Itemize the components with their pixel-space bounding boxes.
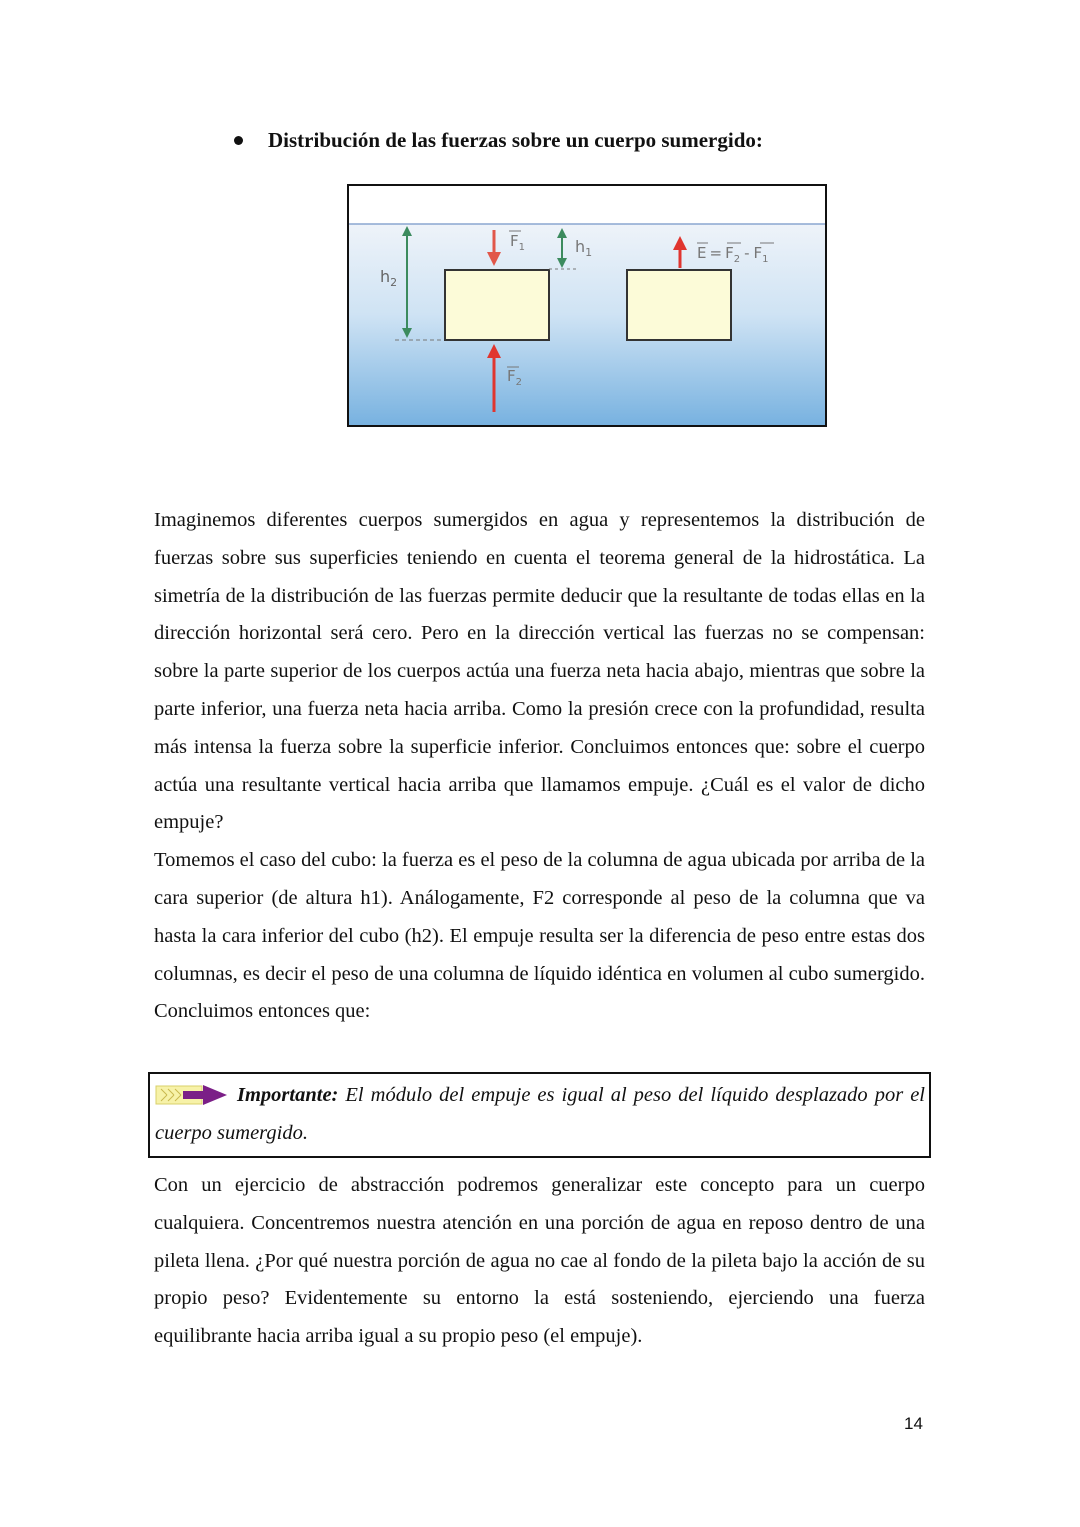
f2-label: $F_2$: [507, 367, 523, 388]
submerged-box-right: [627, 270, 731, 340]
callout-colon: :: [331, 1084, 339, 1106]
paragraph-generalization: Con un ejercicio de abstracción podremos generalizar este concepto para un cuerpo cualquiera. Concentremos nuestra atención en una porción de agua en reposo dentro de una pileta llena. ¿Por qué nuestra porción de agua no cae al fondo de la pileta bajo la acción de su propio peso? Evidentemente su entorno la está sosteniendo, ejerciendo una fuerza equilibrante hacia arriba igual a su propio peso (el empuje).: [154, 1174, 925, 1348]
callout-label: Importante: [237, 1084, 332, 1106]
h2-label: $h_2$: [380, 267, 398, 289]
paragraph-2-text: Tomemos el caso del cubo: la fuerza es el peso de la columna de agua ubicada por arriba de la cara superior (de altura h1). Análogamente, F2 corresponde al peso de la columna que va hasta la cara inferior del cubo (h2). El empuje resulta ser la diferencia de peso entre estas dos columnas, es decir el peso de una columna de líquido idéntica en volumen al cubo sumergido. Concluimos entonces que:: [154, 849, 925, 1023]
h1-label: $h_1$: [575, 237, 593, 259]
f1-label: $F_1$: [510, 232, 526, 253]
section-heading-text: Distribución de las fuerzas sobre un cuerpo sumergido:: [268, 128, 763, 152]
paragraph-1-text: Imaginemos diferentes cuerpos sumergidos en agua y representemos la distribución de fuerzas sobre sus superficies teniendo en cuenta el teorema general de la hidrostática. La simetría de la distribución de las fuerzas permite deducir que la resultante de todas ellas en la dirección horizontal será cero. Pero en la dirección vertical las fuerzas no se compensan: sobre la parte superior de los cuerpos actúa una fuerza neta hacia abajo, mientras que sobre la parte inferior, una fuerza neta hacia arriba. Como la presión crece con la profundidad, resulta más intensa la fuerza sobre la superficie inferior. Concluimos entonces que: sobre el cuerpo actúa una resultante vertical hacia arriba que llamamos empuje. ¿Cuál es el valor de dicho empuje?: [154, 509, 925, 834]
section-heading: [234, 128, 763, 153]
paragraph-buoyancy-intro: [154, 502, 925, 1031]
page-number: 14: [904, 1414, 923, 1433]
callout-text: El módulo del empuje es igual al peso del líquido desplazado por el cuerpo sumergido.: [155, 1084, 925, 1144]
arrow-right-icon: [155, 1084, 229, 1106]
important-callout: [148, 1072, 931, 1158]
buoyancy-diagram: [347, 184, 827, 427]
submerged-box-left: [445, 270, 549, 340]
buoyancy-formula: $E = F_2 - F_1$: [697, 244, 769, 265]
buoyancy-diagram-svg: [349, 186, 825, 425]
bullet-icon: [234, 136, 243, 145]
